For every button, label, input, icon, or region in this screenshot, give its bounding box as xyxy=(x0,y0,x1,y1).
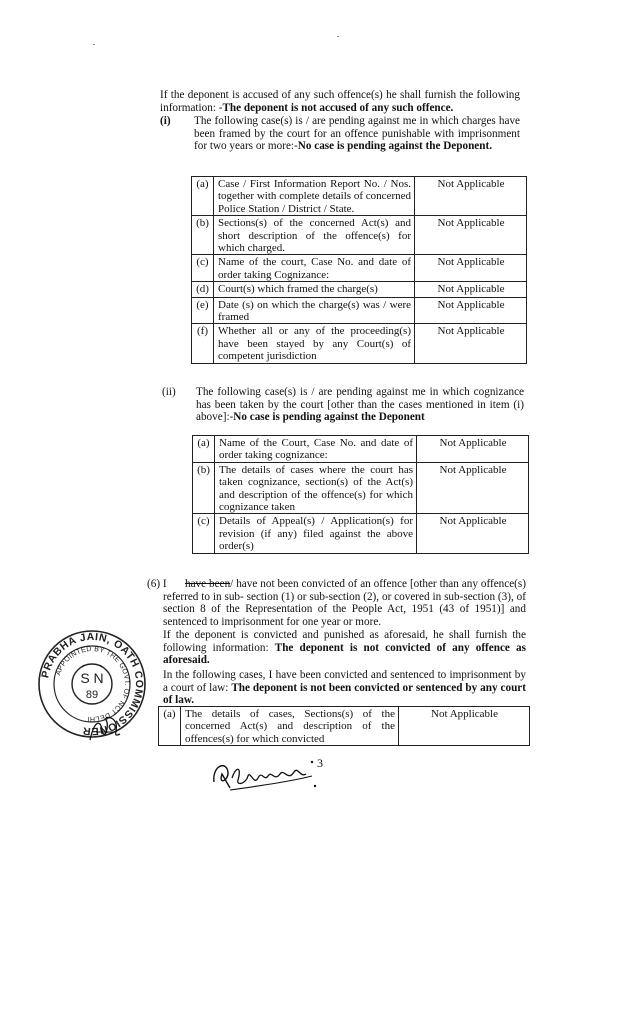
row-label: (a) xyxy=(192,177,214,216)
row-label: (b) xyxy=(193,462,215,514)
item-i-bold-statement: No case is pending against the Deponent. xyxy=(297,140,493,153)
item-6-p2-text: If the deponent is convicted and punished as aforesaid, he shall furnish the following information: xyxy=(163,629,526,654)
row-description: Sections(s) of the concerned Act(s) and short description of the offence(s) for which charged. xyxy=(214,216,415,255)
cognizance-table xyxy=(192,435,529,554)
item-i-text: The following case(s) is / are pending against me in which charges have been framed by the court for an offence punishable with imprisonment for two years or more:- xyxy=(194,115,520,153)
table-row xyxy=(192,297,527,324)
stamp-inner-text: APPOINTED BY THE GOVT. OF NCT DELHI xyxy=(55,645,131,723)
row-description: Case / First Information Report No. / Nos. together with complete details of concerned Police Station / District / State. xyxy=(214,177,415,216)
row-value: Not Applicable xyxy=(417,462,529,514)
item-6-p2-bold: The deponent is not convicted of any offence as aforesaid. xyxy=(163,641,526,667)
scan-speck xyxy=(337,36,339,37)
table-row xyxy=(192,324,527,363)
row-description: Date (s) on which the charge(s) was / were framed xyxy=(214,297,415,324)
table-row xyxy=(193,514,529,553)
row-value: Not Applicable xyxy=(415,177,527,216)
initials-scribble xyxy=(86,712,126,746)
item-i-marker: (i) xyxy=(160,115,171,127)
intro-text: If the deponent is accused of any such offence(s) he shall furnish the following information: - xyxy=(160,89,520,114)
row-value: Not Applicable xyxy=(417,436,529,463)
row-value: Not Applicable xyxy=(417,514,529,553)
intro-paragraph xyxy=(160,89,520,114)
item-ii-marker: (ii) xyxy=(162,386,176,398)
item-ii-bold-statement: No case is pending against the Deponent xyxy=(233,411,425,424)
table-row xyxy=(193,436,529,463)
row-label: (f) xyxy=(192,324,214,363)
row-value: Not Applicable xyxy=(415,324,527,363)
row-label: (b) xyxy=(192,216,214,255)
scan-speck xyxy=(93,44,95,45)
item-6-paragraph-2 xyxy=(163,629,526,667)
row-description: The details of cases, Sections(s) of the concerned Act(s) and description of the offences(s) for which convicted xyxy=(181,707,399,746)
row-value: Not Applicable xyxy=(399,707,530,746)
row-description: Name of the court, Case No. and date of order taking Cognizance: xyxy=(214,255,415,282)
row-value: Not Applicable xyxy=(415,297,527,324)
table-row xyxy=(192,177,527,216)
struck-text: have been xyxy=(185,578,231,590)
row-label: (c) xyxy=(192,255,214,282)
stamp-center-top: S N xyxy=(80,670,104,686)
table-row xyxy=(192,216,527,255)
row-label: (e) xyxy=(192,297,214,324)
row-value: Not Applicable xyxy=(415,282,527,297)
charges-table xyxy=(191,176,527,364)
item-ii-paragraph xyxy=(196,386,524,424)
row-description: Court(s) which framed the charge(s) xyxy=(214,282,415,297)
row-value: Not Applicable xyxy=(415,216,527,255)
row-description: Details of Appeal(s) / Application(s) for revision (if any) filed against the above order(s) xyxy=(215,514,417,553)
intro-bold-statement: The deponent is not accused of any such offence. xyxy=(222,101,454,114)
item-6-marker: (6) I xyxy=(147,578,167,590)
conviction-table xyxy=(158,706,530,746)
stamp-outer-text: PRABHA JAIN, OATH COMMISSIONER xyxy=(39,630,146,738)
row-label: (c) xyxy=(193,514,215,553)
table-row xyxy=(192,282,527,297)
item-6-paragraph xyxy=(163,578,526,628)
row-description: Whether all or any of the proceeding(s) have been stayed by any Court(s) of competent jurisdiction xyxy=(214,324,415,363)
item-6-p3-text: In the following cases, I have been convicted and sentenced to imprisonment by a court of law: xyxy=(163,669,526,694)
row-value: Not Applicable xyxy=(415,255,527,282)
item-6-paragraph-3 xyxy=(163,669,526,707)
row-description: The details of cases where the court has taken cognizance, section(s) of the Act(s) and description of the offence(s) for which cognizance taken xyxy=(215,462,417,514)
table-row xyxy=(159,707,530,746)
signature xyxy=(208,752,328,796)
row-label: (a) xyxy=(159,707,181,746)
row-label: (d) xyxy=(192,282,214,297)
item-i-paragraph xyxy=(194,115,520,153)
table-row xyxy=(193,462,529,514)
item-6-text: / have not been convicted of an offence [other than any offence(s) referred to in sub- section (1) or sub-section (2), or covered in sub-section (3), of section 8 of the Representation of the People Act, 1951 (43 of 1951)] and sentenced to imprisonment for one year or more. xyxy=(163,578,526,628)
item-6-p3-bold: The deponent is not been convicted or sentenced by any court of law. xyxy=(163,681,526,707)
stamp-center-bottom: 89 xyxy=(85,689,99,701)
page-number: 3 xyxy=(317,756,323,770)
row-label: (a) xyxy=(193,436,215,463)
item-ii-text: The following case(s) is / are pending against me in which cognizance has been taken by the court [other than the cases mentioned in item (i) above]:- xyxy=(196,386,524,424)
table-row xyxy=(192,255,527,282)
row-description: Name of the Court, Case No. and date of order taking cognizance: xyxy=(215,436,417,463)
